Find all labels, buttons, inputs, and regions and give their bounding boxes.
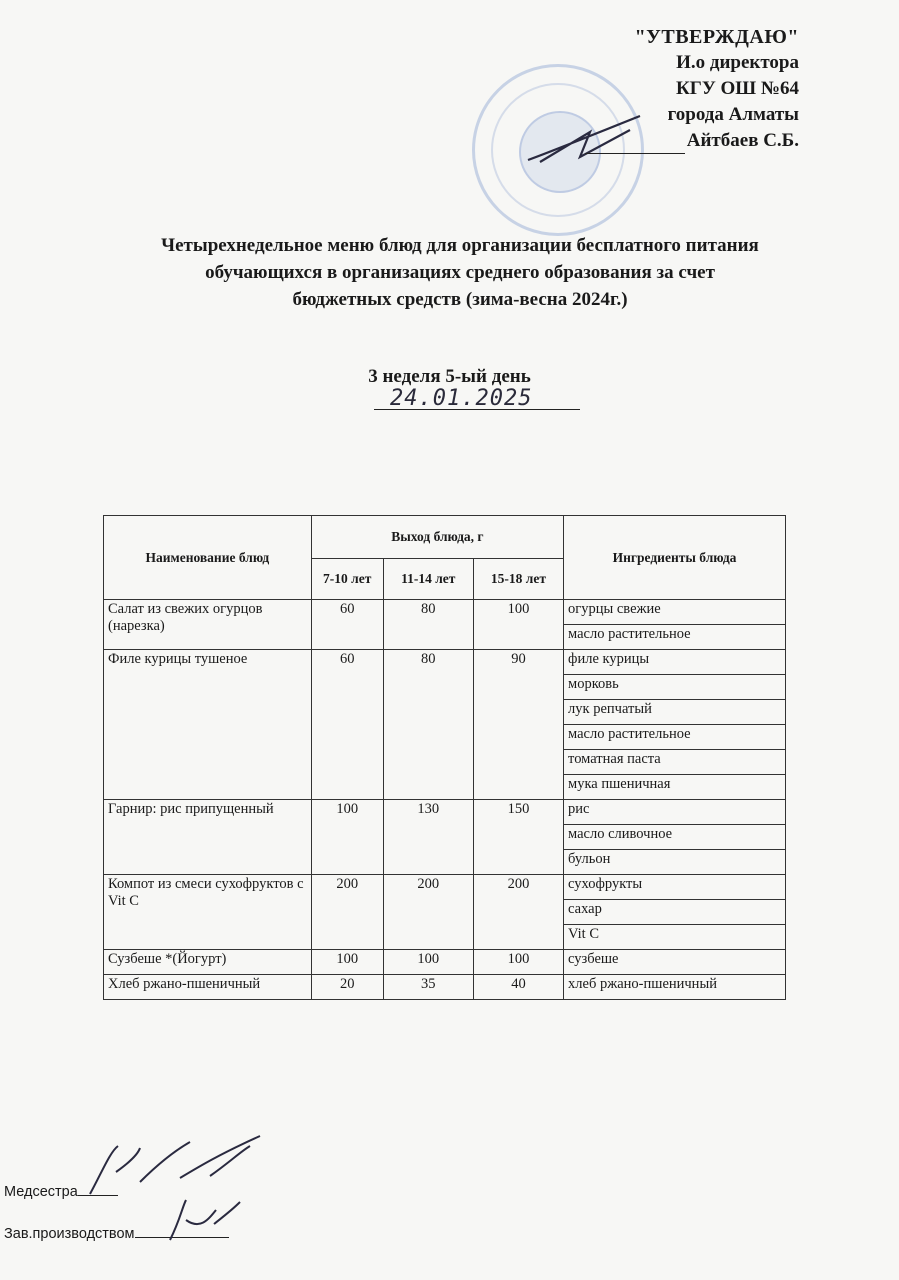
dish-output-7-10: 60 — [311, 600, 383, 650]
ingredient-cell: филе курицы — [564, 650, 786, 675]
approval-city: города Алматы — [667, 104, 799, 125]
handwritten-date: 24.01.2025 — [374, 386, 580, 410]
dish-name: Компот из смеси сухофруктов с Vit C — [104, 875, 312, 950]
ingredient-cell: масло растительное — [564, 725, 786, 750]
dish-output-11-14: 80 — [383, 650, 473, 800]
dish-output-15-18: 200 — [473, 875, 563, 950]
dish-name: Сузбеше *(Йогурт) — [104, 950, 312, 975]
ingredient-cell: сухофрукты — [564, 875, 786, 900]
header-age-15-18: 15-18 лет — [473, 559, 563, 600]
ingredient-cell: масло сливочное — [564, 825, 786, 850]
ingredient-cell: Vit C — [564, 925, 786, 950]
ingredient-cell: мука пшеничная — [564, 775, 786, 800]
nurse-label: Медсестра — [4, 1184, 78, 1200]
header-ingredients: Ингредиенты блюда — [564, 516, 786, 600]
header-output: Выход блюда, г — [311, 516, 563, 559]
dish-name: Салат из свежих огурцов (нарезка) — [104, 600, 312, 650]
menu-table-body — [104, 600, 786, 1000]
ingredient-cell: сузбеше — [564, 950, 786, 975]
document-title — [60, 232, 860, 313]
ingredient-cell: сахар — [564, 900, 786, 925]
dish-output-15-18: 90 — [473, 650, 563, 800]
dish-output-11-14: 100 — [383, 950, 473, 975]
production-manager-label: Зав.производством — [4, 1226, 135, 1242]
ingredient-cell: морковь — [564, 675, 786, 700]
dish-output-15-18: 150 — [473, 800, 563, 875]
signature-line — [585, 135, 685, 154]
dish-output-11-14: 80 — [383, 600, 473, 650]
dish-output-7-10: 60 — [311, 650, 383, 800]
dish-output-11-14: 130 — [383, 800, 473, 875]
header-age-11-14: 11-14 лет — [383, 559, 473, 600]
dish-output-15-18: 40 — [473, 975, 563, 1000]
approval-director-name: Айтбаев С.Б. — [686, 130, 799, 151]
ingredient-cell: рис — [564, 800, 786, 825]
header-dish-name: Наименование блюд — [104, 516, 312, 600]
dish-output-15-18: 100 — [473, 600, 563, 650]
table-row — [104, 975, 786, 1000]
week-day-heading: 3 неделя 5-ый день — [368, 366, 531, 387]
dish-output-7-10: 100 — [311, 950, 383, 975]
dish-output-7-10: 20 — [311, 975, 383, 1000]
table-row — [104, 875, 786, 900]
menu-table — [103, 515, 786, 1000]
approval-organization: КГУ ОШ №64 — [675, 78, 799, 99]
ingredient-cell: огурцы свежие — [564, 600, 786, 625]
dish-output-11-14: 200 — [383, 875, 473, 950]
header-age-7-10: 7-10 лет — [311, 559, 383, 600]
approval-heading: "УТВЕРЖДАЮ" — [634, 26, 799, 48]
title-line-1: Четырехнедельное меню блюд для организации бесплатного питания — [161, 235, 759, 256]
ingredient-cell: лук репчатый — [564, 700, 786, 725]
dish-name: Филе курицы тушеное — [104, 650, 312, 800]
ingredient-cell: бульон — [564, 850, 786, 875]
dish-output-7-10: 200 — [311, 875, 383, 950]
table-row — [104, 650, 786, 675]
dish-name: Гарнир: рис припущенный — [104, 800, 312, 875]
dish-output-7-10: 100 — [311, 800, 383, 875]
title-line-2: обучающихся в организациях среднего образования за счет — [205, 262, 715, 283]
approval-position: И.о директора — [676, 52, 799, 73]
table-row — [104, 600, 786, 625]
table-row — [104, 950, 786, 975]
title-line-3: бюджетных средств (зима-весна 2024г.) — [292, 289, 628, 310]
ingredient-cell: масло растительное — [564, 625, 786, 650]
dish-output-11-14: 35 — [383, 975, 473, 1000]
ingredient-cell: томатная паста — [564, 750, 786, 775]
ingredient-cell: хлеб ржано-пшеничный — [564, 975, 786, 1000]
dish-output-15-18: 100 — [473, 950, 563, 975]
production-manager-signature — [160, 1190, 250, 1250]
approval-signature-row — [539, 128, 799, 154]
approval-block — [539, 24, 799, 154]
dish-name: Хлеб ржано-пшеничный — [104, 975, 312, 1000]
table-row — [104, 800, 786, 825]
